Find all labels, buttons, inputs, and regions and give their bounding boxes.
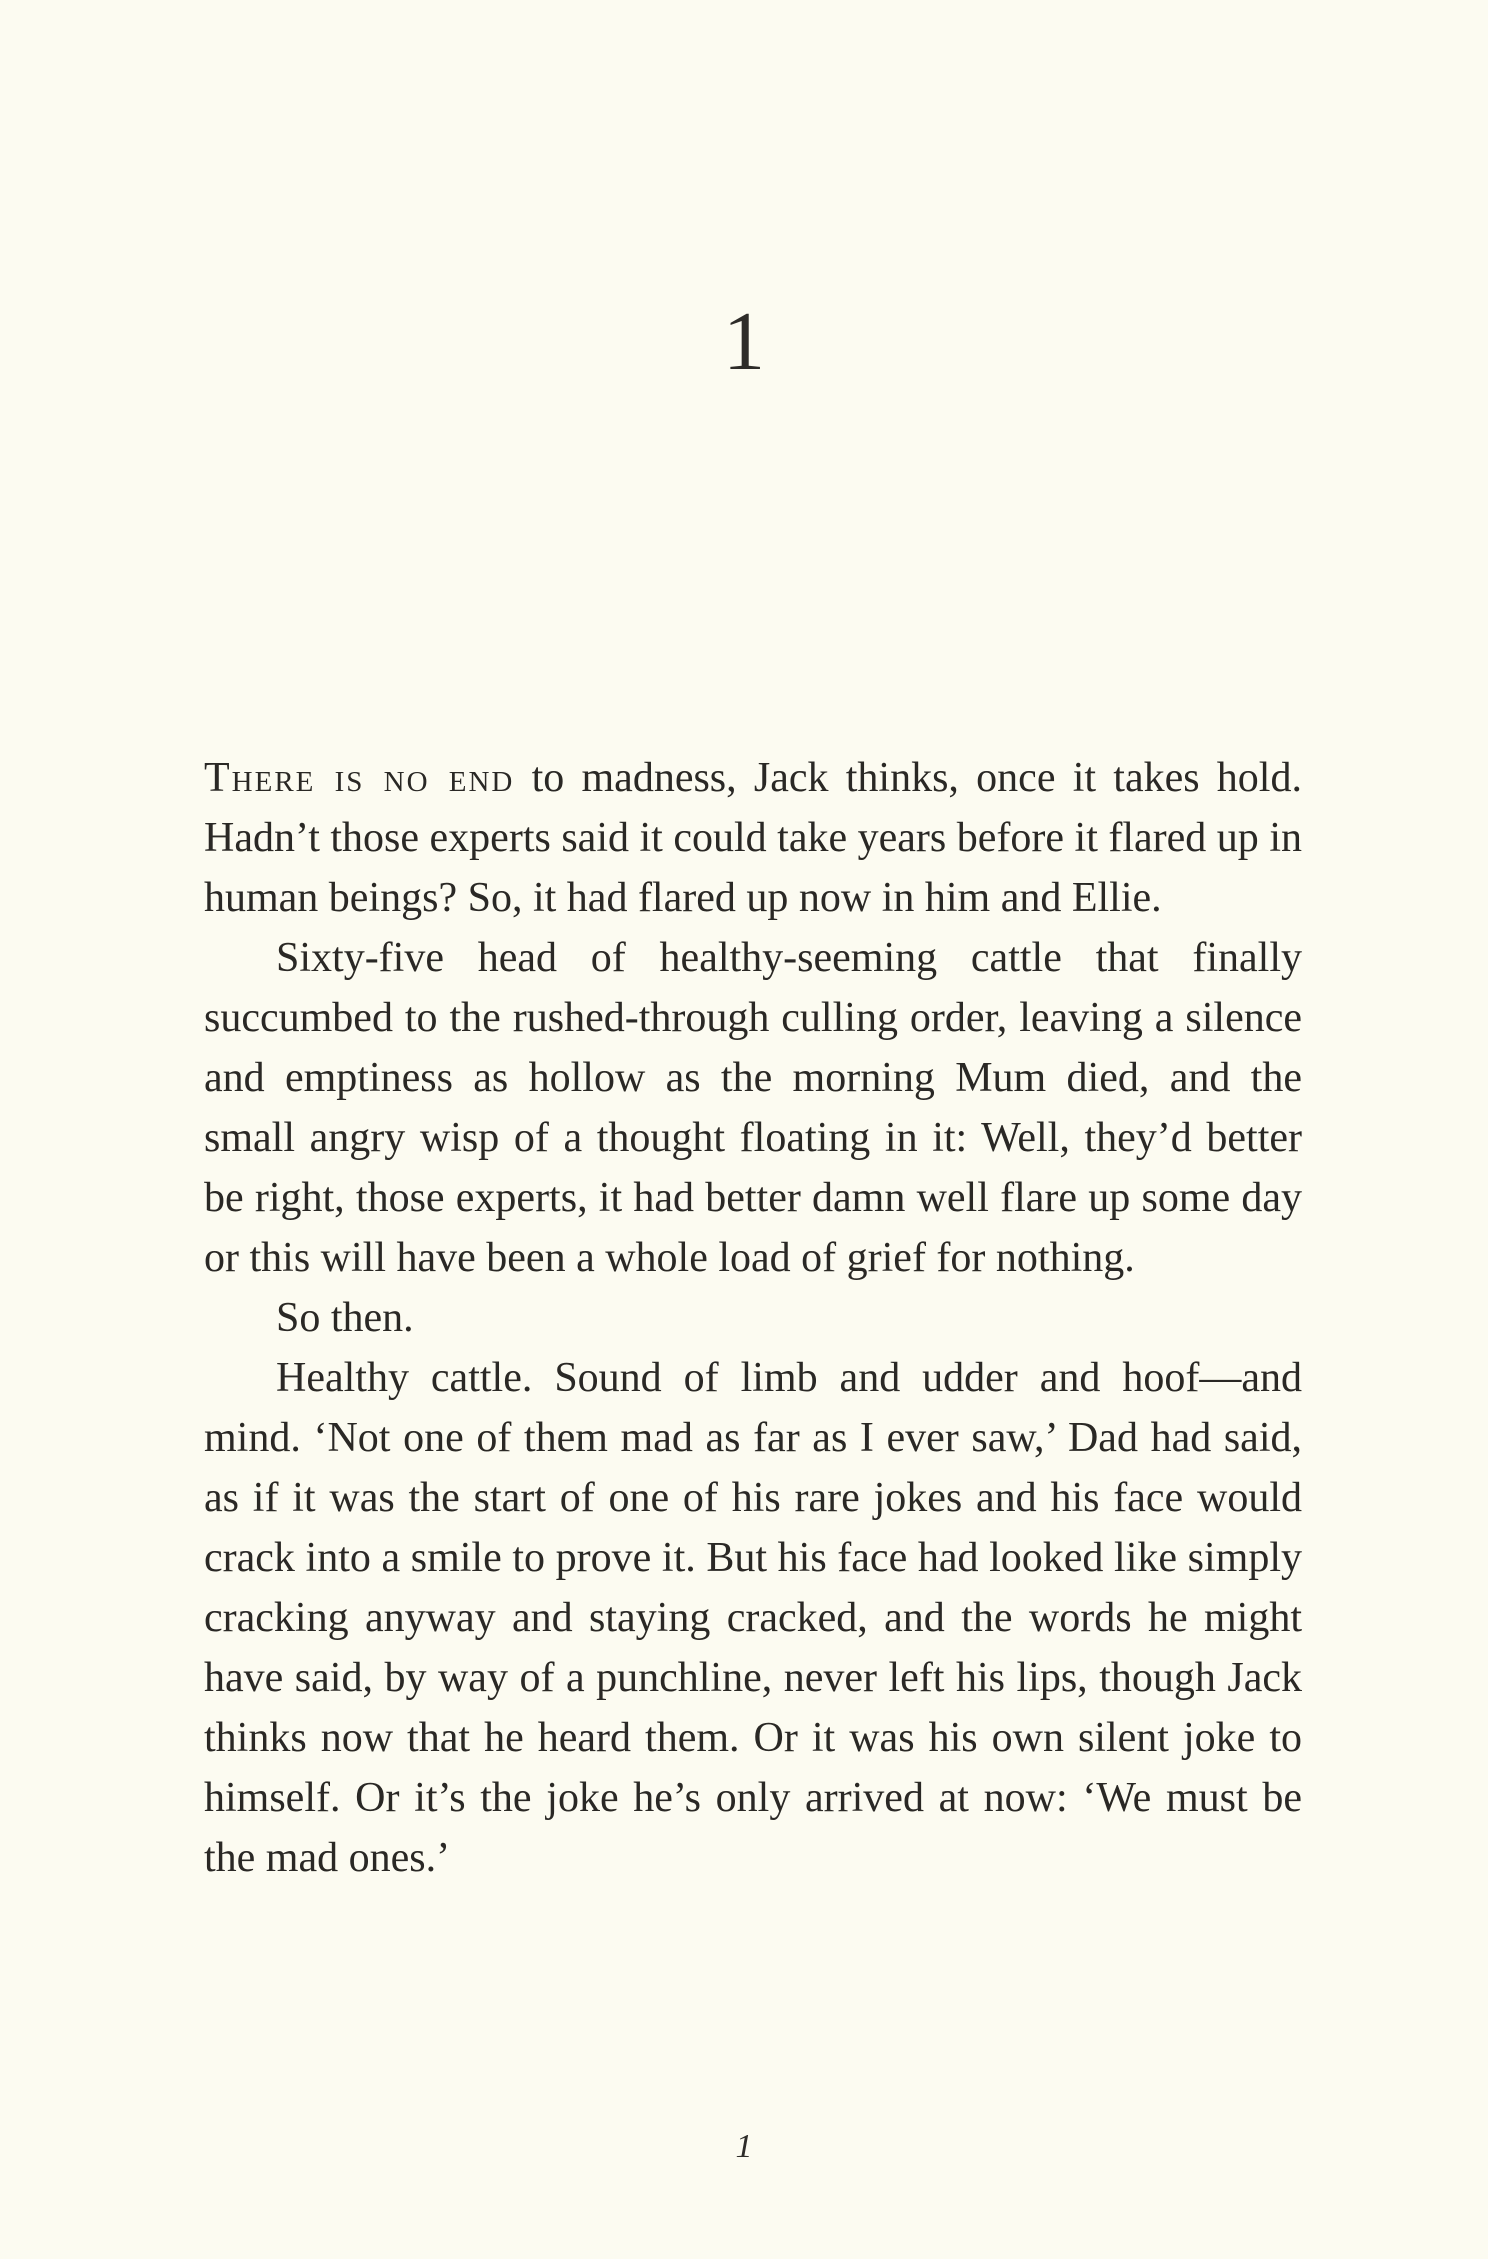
paragraph-3: So then. — [276, 1295, 414, 1341]
paragraph-1 — [204, 748, 1302, 928]
paragraph-4: Healthy cattle. Sound of limb and udder and hoof—and mind. ‘Not one of them mad as far as I ever saw,’ Dad had said, as if it was the start of one of his rare jokes and his face would crack into a smile to prove it. But his face had looked like simply cracking anyway and staying cracked, and the words he might have said, by way of a punchline, never left his lips, though Jack thinks now that he heard them. Or it was his own silent joke to himself. Or it’s the joke he’s only arrived at now: ‘We must be the mad ones.’ — [204, 1355, 1302, 1881]
chapter-number: 1 — [723, 295, 765, 388]
body-text — [204, 748, 1302, 1888]
page-number: 1 — [735, 2128, 753, 2165]
paragraph-1-text: to madness, Jack thinks, once it takes hold. Hadn’t those experts said it could take years before it flared up in human beings? So, it had flared up now in him and Ellie. — [204, 755, 1302, 921]
paragraph-2: Sixty-five head of healthy-seeming cattle that finally succumbed to the rushed-through culling order, leaving a silence and emptiness as hollow as the morning Mum died, and the small angry wisp of a thought floating in it: Well, they’d better be right, those experts, it had better damn well flare up some day or this will have been a whole load of grief for nothing. — [204, 935, 1302, 1281]
paragraph-lead-in: There is no end — [204, 755, 515, 801]
